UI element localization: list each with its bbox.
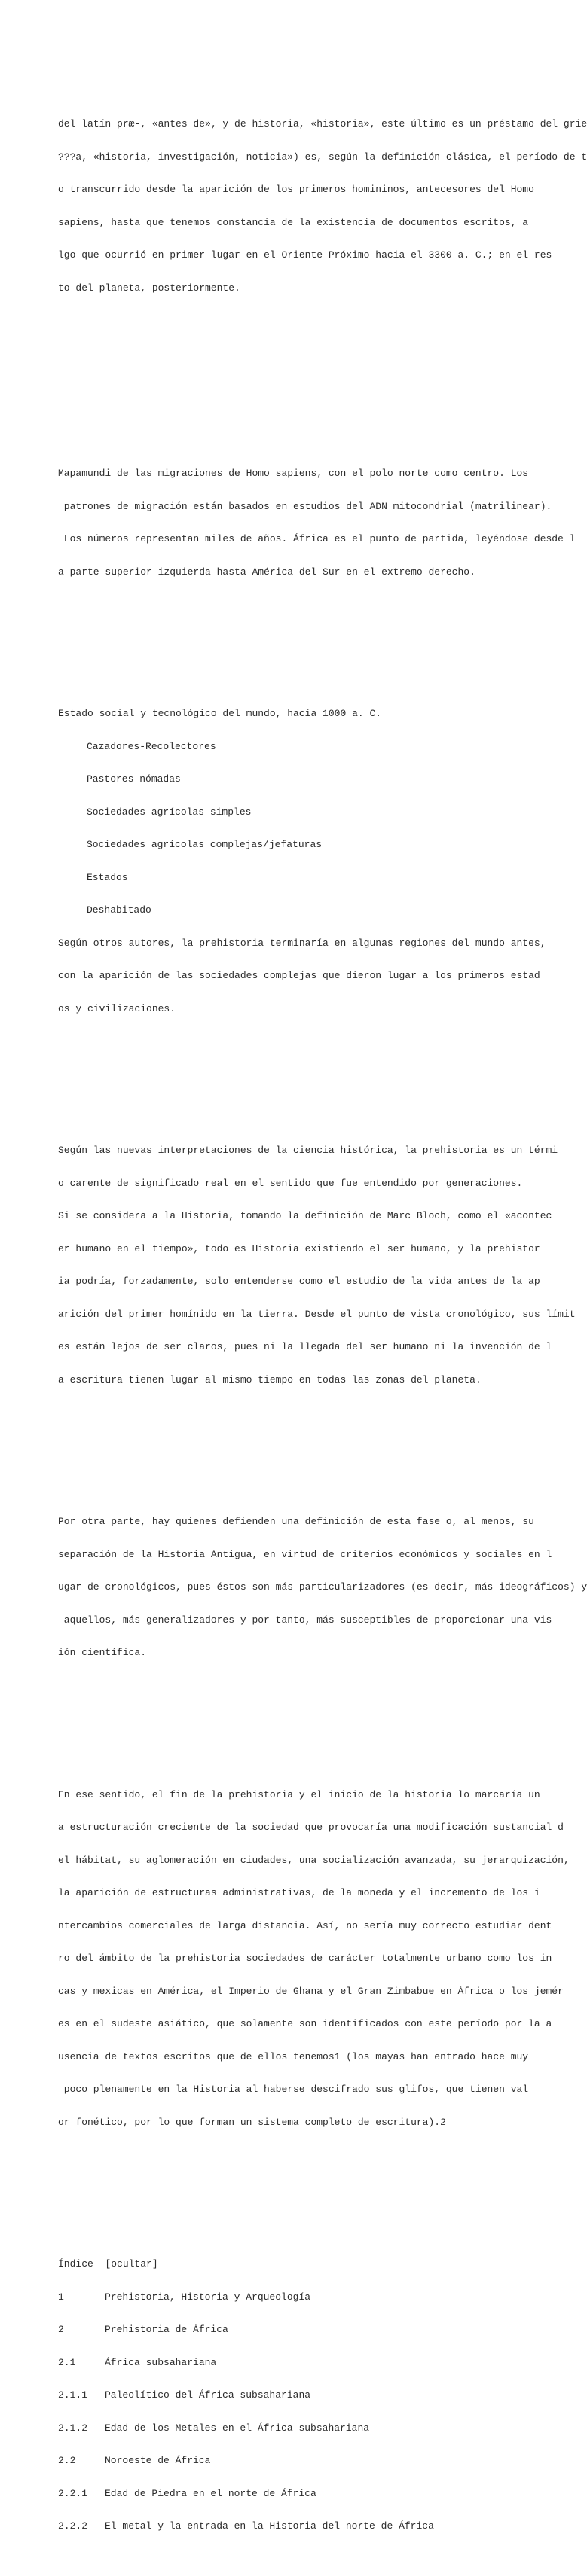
toc-item[interactable] [58,2324,579,2336]
legend-item: Pastores nómadas [87,773,181,785]
text-line: os y civilizaciones. [58,1002,176,1014]
toc-label[interactable]: El metal y la entrada en la Historia del norte de África [105,2520,434,2532]
toc-number: 1 [58,2291,64,2303]
legend-item: Sociedades agrícolas simples [87,806,252,818]
toc-item[interactable] [58,2521,579,2532]
toc-item[interactable] [58,2489,579,2500]
toc-label[interactable]: Prehistoria, Historia y Arqueología [105,2291,311,2303]
text-line: En ese sentido, el fin de la prehistoria y el inicio de la historia lo marcaría un [58,1788,540,1800]
text-line: a estructuración creciente de la sociedad que provocaría una modificación sustancial d [58,1821,564,1833]
text-line: ugar de cronológicos, pues éstos son más particularizadores (es decir, más ideográficos) y [58,1581,587,1593]
toc-header[interactable]: Índice [ocultar] [58,2258,158,2270]
toc-number: 2.2.2 [58,2520,88,2532]
text-line: Según las nuevas interpretaciones de la ciencia histórica, la prehistoria es un térmi [58,1145,558,1156]
body-paragraph [58,1495,587,1681]
legend-item: Estados [87,871,128,883]
toc-item[interactable] [58,2423,579,2434]
text-line: ro del ámbito de la prehistoria sociedades de carácter totalmente urbano como los in [58,1953,552,1964]
toc-number: 2.1.2 [58,2422,88,2434]
text-line: del latín præ-, «antes de», y de historia, «historia», este último es un préstamo del grie [58,118,587,130]
legend-item: Sociedades agrícolas complejas/jefaturas [87,839,323,850]
text-line: o carente de significado real en el sentido que fue entendido por generaciones. [58,1177,523,1189]
spacer [58,633,579,644]
text-line: arición del primer homínido en la tierra. Desde el punto de vista cronológico, sus límit [58,1308,576,1320]
text-line: to del planeta, posteriormente. [58,282,240,294]
toc-label[interactable]: Edad de Piedra en el norte de África [105,2487,316,2499]
toc-number: 2.1 [58,2356,76,2368]
toc-number: 2 [58,2324,64,2335]
intro-paragraph [58,97,587,316]
text-line: Según otros autores, la prehistoria terminaría en algunas regiones del mundo antes, [58,937,546,949]
toc-item[interactable] [58,2358,579,2369]
text-line: sapiens, hasta que tenemos constancia de la existencia de documentos escritos, a [58,216,529,228]
text-line: ntercambios comerciales de larga distancia. Así, no sería muy correcto estudiar dent [58,1919,552,1931]
text-line: separación de la Historia Antigua, en virtud de criterios económicos y sociales en l [58,1548,552,1560]
text-line: el hábitat, su aglomeración en ciudades, una socialización avanzada, su jerarquización, [58,1854,570,1866]
spacer [58,2183,579,2194]
state-section [58,687,579,1036]
text-line: Si se considera a la Historia, tomando la definición de Marc Bloch, como el «acontec [58,1210,552,1221]
spacer [58,349,579,370]
body-paragraph [58,1768,579,2151]
text-line: ia podría, forzadamente, solo entenderse como el estudio de la vida antes de la ap [58,1276,540,1287]
toc-label[interactable]: Edad de los Metales en el África subsahariana [105,2422,370,2434]
toc-label[interactable]: Noroeste de África [105,2455,211,2466]
spacer [58,1069,579,1081]
text-line: cas y mexicas en América, el Imperio de Ghana y el Gran Zimbabue en África o los jemér [58,1985,564,1997]
text-line: poco plenamente en la Historia al haberse descifrado sus glifos, que tienen val [58,2084,529,2095]
text-line: a parte superior izquierda hasta América del Sur en el extremo derecho. [58,566,475,578]
toc-number: 2.1.1 [58,2389,88,2401]
table-of-contents [58,2237,579,2554]
spacer [58,1440,579,1452]
text-line: Mapamundi de las migraciones de Homo sapiens, con el polo norte como centro. Los [58,468,529,479]
text-line: Los números representan miles de años. África es el punto de partida, leyéndose desde l [58,533,576,544]
spacer [58,392,579,404]
toc-label[interactable]: Paleolítico del África subsahariana [105,2389,311,2401]
text-line: es en el sudeste asiático, que solamente son identificados con este período por la a [58,2018,552,2029]
toc-item[interactable] [58,2292,579,2303]
document-page [58,53,587,2576]
toc-label[interactable]: África subsahariana [105,2356,217,2368]
state-title: Estado social y tecnológico del mundo, hacia 1000 a. C. [58,708,382,719]
text-line: aquellos, más generalizadores y por tanto, más susceptibles de proporcionar una vis [58,1614,552,1626]
text-line: con la aparición de las sociedades complejas que dieron lugar a los primeros estad [58,970,540,981]
text-line: a escritura tienen lugar al mismo tiempo en todas las zonas del planeta. [58,1373,482,1386]
legend-item: Cazadores-Recolectores [87,740,216,752]
text-line: es están lejos de ser claros, pues ni la llegada del ser humano ni la invención de l [58,1341,552,1352]
text-line: lgo que ocurrió en primer lugar en el Oriente Próximo hacia el 3300 a. C.; en el res [58,249,552,261]
toc-item[interactable] [58,2456,579,2467]
body-paragraph [58,1123,579,1407]
text-line: Por otra parte, hay quienes defienden una definición de esta fase o, al menos, su [58,1516,534,1527]
text-line: la aparición de estructuras administrativas, de la moneda y el incremento de los i [58,1887,540,1898]
toc-number: 2.2 [58,2455,76,2466]
text-line: er humano en el tiempo», todo es Historia existiendo el ser humano, y la prehistor [58,1242,540,1254]
map-caption [58,447,579,599]
legend-item: Deshabitado [87,904,151,916]
text-line: patrones de migración están basados en estudios del ADN mitocondrial (matrilinear). [58,500,552,512]
toc-number: 2.2.1 [58,2487,88,2499]
toc-label[interactable]: Prehistoria de África [105,2324,228,2335]
text-line: usencia de textos escritos que de ellos tenemos1 (los mayas han entrado hace muy [58,2050,529,2062]
text-line: or fonético, por lo que forman un sistema completo de escritura).2 [58,2116,446,2128]
text-line: o transcurrido desde la aparición de los primeros homininos, antecesores del Homo [58,184,534,195]
text-line: ???a, «historia, investigación, noticia») es, según la definición clásica, el período de t [58,151,587,163]
toc-item[interactable] [58,2390,579,2401]
text-line: ión científica. [58,1647,147,1658]
spacer [58,1713,579,1724]
